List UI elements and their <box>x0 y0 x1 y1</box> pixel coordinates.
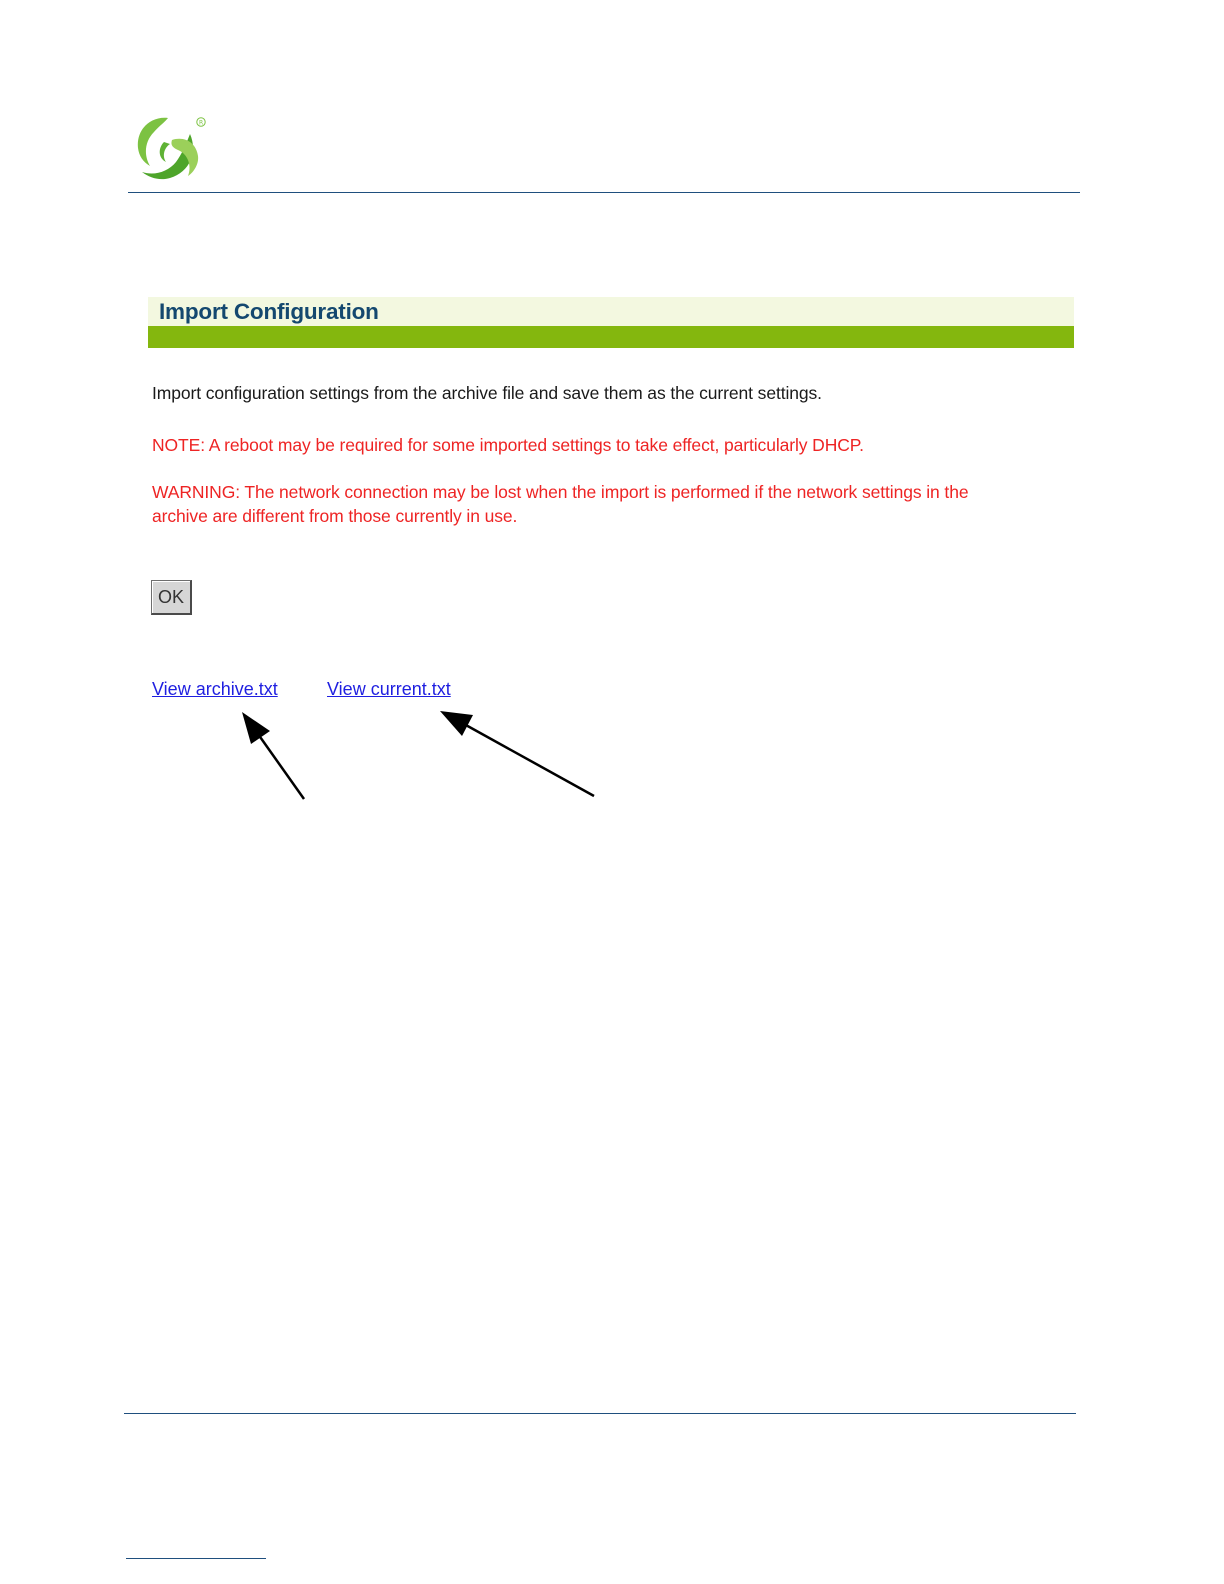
footer-divider <box>124 1413 1076 1414</box>
panel-accent-bar <box>148 326 1074 348</box>
ok-button[interactable]: OK <box>151 580 192 615</box>
view-current-link[interactable]: View current.txt <box>327 679 451 699</box>
note-text: NOTE: A reboot may be required for some imported settings to take effect, particularly DHCP. <box>152 435 864 455</box>
header-divider <box>128 192 1080 193</box>
arrow-icon-current <box>440 711 594 796</box>
description-text: Import configuration settings from the archive file and save them as the current settings. <box>152 383 822 403</box>
svg-text:R: R <box>199 119 204 127</box>
footnote-divider <box>126 1558 266 1559</box>
view-archive-link[interactable]: View archive.txt <box>152 679 278 699</box>
panel-header <box>148 297 1074 326</box>
warning-line-1: WARNING: The network connection may be lost when the import is performed if the network settings in the <box>152 482 969 502</box>
warning-line-2: archive are different from those currently in use. <box>152 506 518 526</box>
page-title: Import Configuration <box>159 299 379 324</box>
company-logo-icon <box>128 112 212 186</box>
warning-text <box>152 480 968 528</box>
arrow-icon-archive <box>242 712 304 799</box>
